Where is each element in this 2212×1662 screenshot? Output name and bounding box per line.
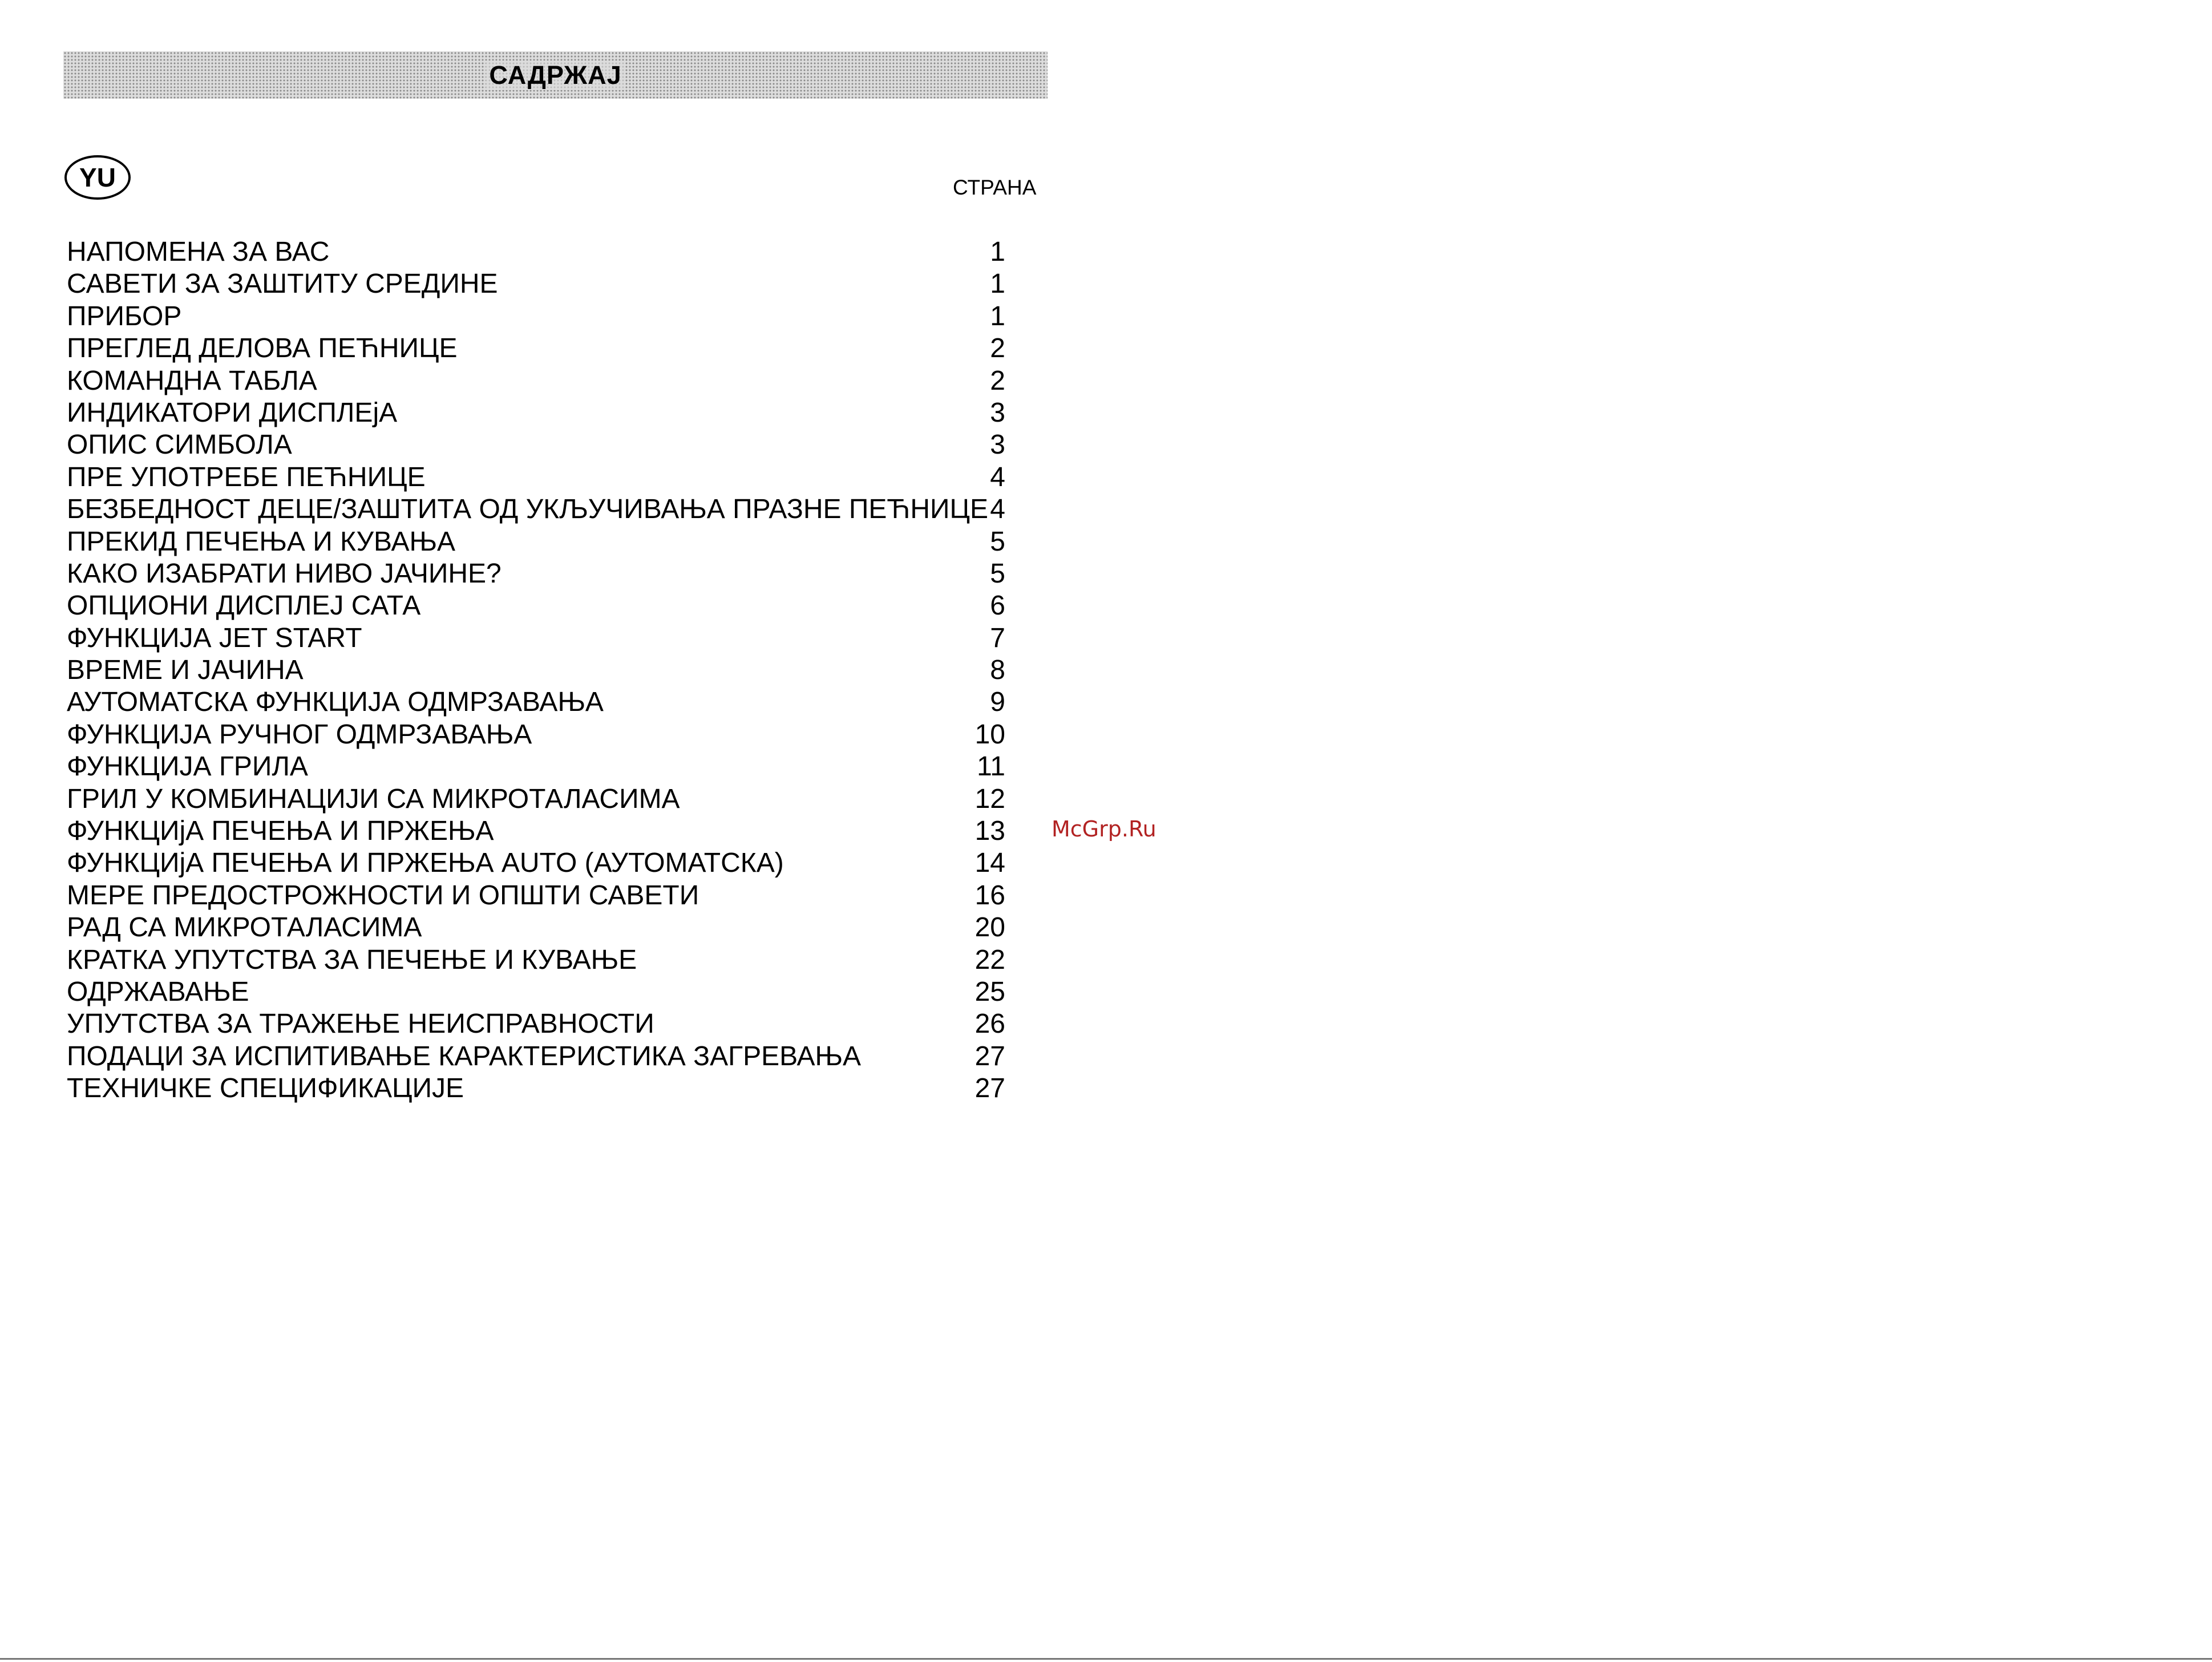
toc-entry-title: ПРЕГЛЕД ДЕЛОВА ПЕЋНИЦЕ: [67, 333, 458, 364]
toc-entry-title: УПУТСТВА ЗА ТРАЖЕЊЕ НЕИСПРАВНОСТИ: [67, 1009, 654, 1040]
toc-entry[interactable]: [67, 268, 1005, 300]
page-column-header: СТРАНА: [953, 176, 1037, 199]
toc-entry-page-number: 5: [990, 558, 1005, 589]
toc-entry[interactable]: [67, 365, 1005, 397]
toc-entry[interactable]: [67, 751, 1005, 783]
toc-entry-page-number: 16: [974, 880, 1005, 911]
toc-entry[interactable]: [67, 976, 1005, 1008]
toc-entry-page-number: 1: [990, 269, 1005, 300]
toc-entry-page-number: 20: [974, 912, 1005, 943]
toc-entry-title: ФУНКЦИЈА JET START: [67, 622, 362, 653]
toc-entry-title: ОПЦИОНИ ДИСПЛЕЈ САТА: [67, 591, 421, 621]
toc-entry-title: КАКО ИЗАБРАТИ НИВО ЈАЧИНЕ?: [67, 558, 502, 589]
toc-entry[interactable]: [67, 333, 1005, 365]
toc-entry[interactable]: [67, 429, 1005, 461]
toc-entry[interactable]: [67, 847, 1005, 879]
toc-entry-title: АУТОМАТСКА ФУНКЦИЈА ОДМРЗАВАЊА: [67, 687, 604, 718]
toc-entry-title: КРАТКА УПУТСТВА ЗА ПЕЧЕЊЕ И КУВАЊЕ: [67, 944, 637, 975]
toc-entry-page-number: 8: [990, 655, 1005, 686]
toc-entry-title: БЕЗБЕДНОСТ ДЕЦЕ/ЗАШТИТА ОД УКЉУЧИВАЊА ПРАЗНЕ ПЕЋНИЦЕ: [67, 494, 989, 525]
toc-entry[interactable]: [67, 526, 1005, 558]
toc-entry[interactable]: [67, 815, 1005, 847]
toc-entry[interactable]: [67, 719, 1005, 751]
toc-entry[interactable]: [67, 558, 1005, 590]
toc-entry-title: ФУНКЦИјА ПЕЧЕЊА И ПРЖЕЊА AUTO (АУТОМАТСКА): [67, 848, 784, 879]
toc-entry-title: КОМАНДНА ТАБЛА: [67, 365, 317, 396]
toc-entry-page-number: 2: [990, 365, 1005, 396]
toc-entry-page-number: 3: [990, 430, 1005, 460]
toc-entry-page-number: 14: [974, 848, 1005, 879]
title-bar: [63, 51, 1048, 99]
toc-entry[interactable]: [67, 462, 1005, 494]
toc-entry-title: ОДРЖАВАЊЕ: [67, 976, 249, 1007]
toc-entry-title: ГРИЛ У КОМБИНАЦИЈИ СА МИКРОТАЛАСИМА: [67, 783, 680, 814]
toc-entry-title: НАПОМЕНА ЗА ВАС: [67, 237, 330, 267]
toc-entry-page-number: 2: [990, 333, 1005, 364]
toc-entry-page-number: 1: [990, 237, 1005, 267]
toc-entry-page-number: 4: [990, 462, 1005, 492]
toc-entry[interactable]: [67, 654, 1005, 686]
toc-entry[interactable]: [67, 622, 1005, 654]
toc-entry-page-number: 27: [974, 1073, 1005, 1104]
toc-entry-title: САВЕТИ ЗА ЗАШТИТУ СРЕДИНЕ: [67, 269, 498, 300]
toc-entry-page-number: 27: [974, 1041, 1005, 1071]
toc-entry-title: ИНДИКАТОРИ ДИСПЛЕјА: [67, 397, 398, 428]
toc-entry-page-number: 22: [974, 944, 1005, 975]
toc-entry-title: ОПИС СИМБОЛА: [67, 430, 292, 460]
toc-entry[interactable]: [67, 686, 1005, 718]
toc-entry[interactable]: [67, 1073, 1005, 1105]
toc-entry-page-number: 11: [977, 751, 1005, 782]
bottom-divider: [0, 1658, 2212, 1660]
toc-entry-page-number: 25: [974, 976, 1005, 1007]
toc-entry[interactable]: [67, 1041, 1005, 1073]
toc-entry[interactable]: [67, 783, 1005, 815]
toc-entry[interactable]: [67, 912, 1005, 944]
toc-entry[interactable]: [67, 236, 1005, 268]
toc-entry-title: ТЕХНИЧКЕ СПЕЦИФИКАЦИЈЕ: [67, 1073, 464, 1104]
toc-entry-title: ВРЕМЕ И ЈАЧИНА: [67, 655, 304, 686]
toc-entry-title: ФУНКЦИЈА РУЧНОГ ОДМРЗАВАЊА: [67, 719, 532, 750]
language-badge: YU: [64, 155, 131, 200]
toc-entry[interactable]: [67, 944, 1005, 976]
toc-entry-title: ПРЕКИД ПЕЧЕЊА И КУВАЊА: [67, 526, 455, 557]
toc-entry-page-number: 12: [974, 783, 1005, 814]
toc-entry[interactable]: [67, 1008, 1005, 1040]
toc-entry-page-number: 6: [990, 591, 1005, 621]
toc-entry-page-number: 13: [974, 816, 1005, 847]
toc-entry-page-number: 7: [990, 622, 1005, 653]
toc-entry-page-number: 1: [990, 301, 1005, 331]
toc-entry[interactable]: [67, 397, 1005, 429]
toc-entry-page-number: 3: [990, 397, 1005, 428]
toc-entry-page-number: 5: [990, 526, 1005, 557]
toc-entry[interactable]: [67, 494, 1005, 525]
watermark[interactable]: McGrp.Ru: [1052, 816, 1156, 842]
table-of-contents: [67, 236, 1005, 1105]
toc-entry-page-number: 26: [974, 1009, 1005, 1040]
toc-entry-page-number: 4: [990, 494, 1005, 525]
toc-entry-page-number: 10: [974, 719, 1005, 750]
toc-entry-title: ПОДАЦИ ЗА ИСПИТИВАЊЕ КАРАКТЕРИСТИКА ЗАГРЕВАЊА: [67, 1041, 862, 1071]
toc-entry[interactable]: [67, 590, 1005, 622]
toc-entry[interactable]: [67, 301, 1005, 333]
toc-entry-title: РАД СА МИКРОТАЛАСИМА: [67, 912, 422, 943]
toc-entry-title: ФУНКЦИјА ПЕЧЕЊА И ПРЖЕЊА: [67, 816, 494, 847]
toc-entry[interactable]: [67, 880, 1005, 912]
toc-entry-title: ПРЕ УПОТРЕБЕ ПЕЋНИЦЕ: [67, 462, 426, 492]
toc-entry-title: МЕРЕ ПРЕДОСТРОЖНОСТИ И ОПШТИ САВЕТИ: [67, 880, 699, 911]
toc-entry-page-number: 9: [990, 687, 1005, 718]
page-title: САДРЖАЈ: [486, 60, 625, 90]
toc-entry-title: ФУНКЦИЈА ГРИЛА: [67, 751, 308, 782]
toc-entry-title: ПРИБОР: [67, 301, 182, 331]
